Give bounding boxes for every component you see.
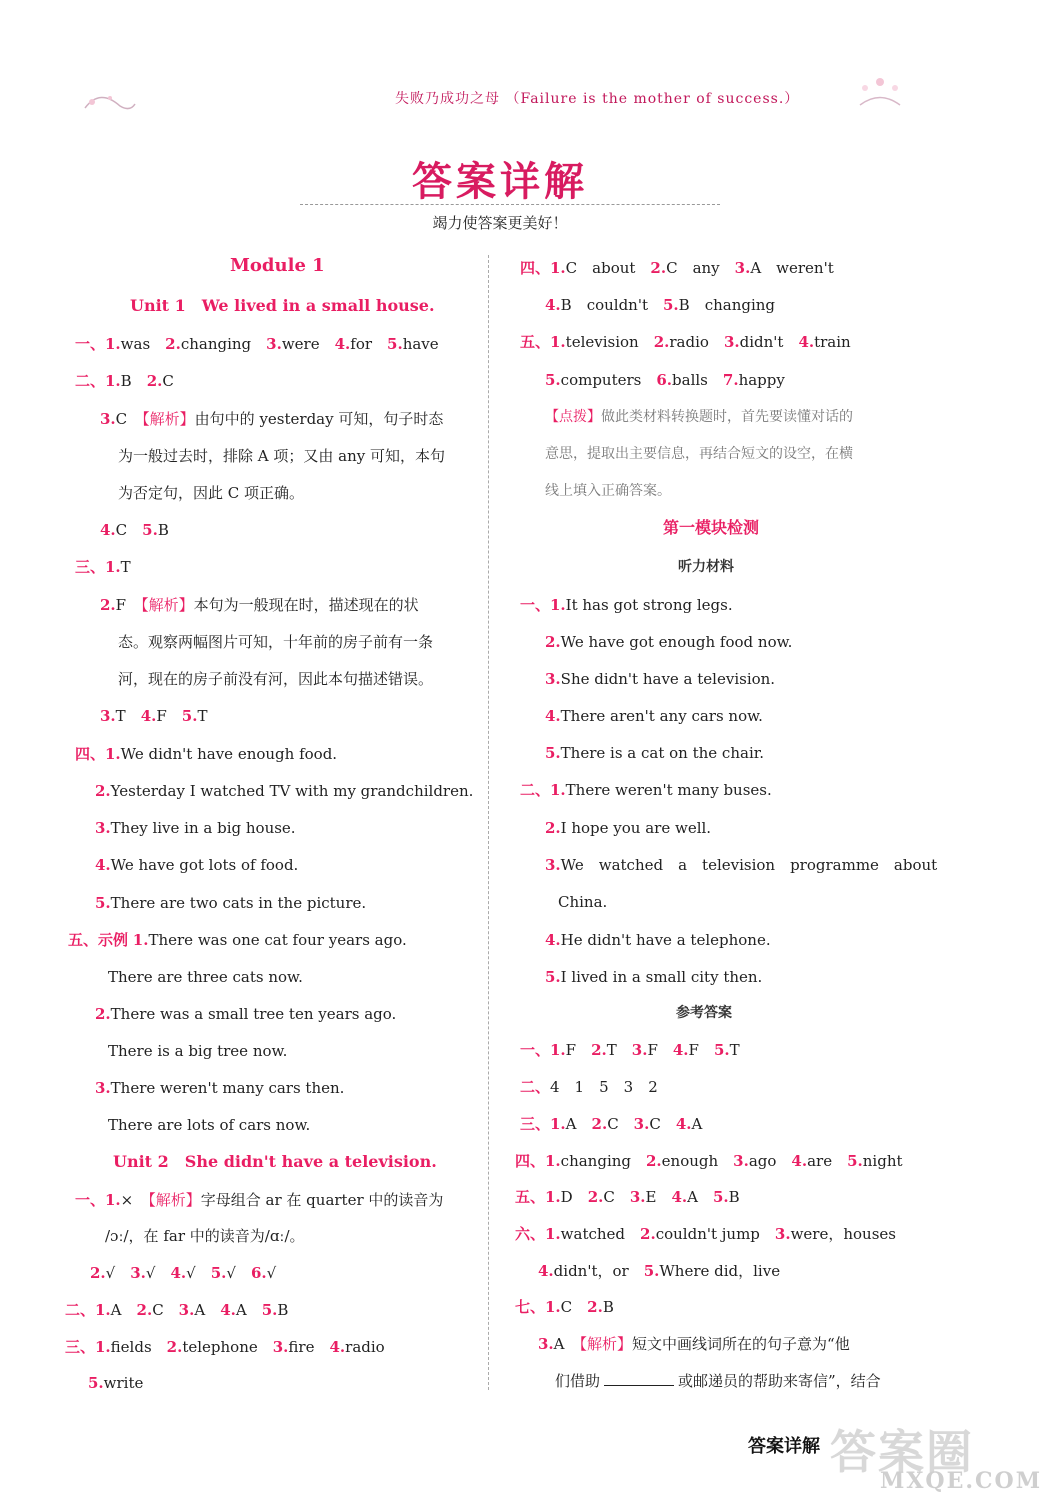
question-number: 5. <box>545 744 561 762</box>
answer-text: 由句中的 yesterday 可知，句子时态 <box>194 410 444 428</box>
answer-text: changing <box>560 1152 646 1170</box>
answer-text: F <box>647 1041 673 1059</box>
answer-text: √ <box>226 1264 251 1282</box>
answer-text: 态。观察两幅图片可知，十年前的房子前有一条 <box>118 633 434 651</box>
question-number: 3. <box>545 856 561 874</box>
left-answer-line <box>105 1226 305 1246</box>
question-number: 2. <box>165 335 181 353</box>
left-answer-line <box>100 706 207 726</box>
answer-text: 本句为一般现在时，描述现在的状 <box>193 596 419 614</box>
question-number: 2. <box>95 782 111 800</box>
question-number: 四、1. <box>515 1152 561 1170</box>
right-answer-line <box>520 1114 702 1134</box>
watermark-url: MXQE.COM <box>880 1468 1042 1494</box>
left-answer-line <box>230 256 325 276</box>
right-answer-line <box>545 407 853 427</box>
right-answer-line <box>545 632 792 652</box>
question-number: 三、1. <box>65 1338 111 1356</box>
question-number: 4. <box>545 707 561 725</box>
question-number: 5. <box>181 707 198 725</box>
left-answer-line <box>75 557 131 577</box>
answer-text: didn't，or <box>553 1262 644 1280</box>
question-number: 3. <box>633 1115 650 1133</box>
answer-text: 线上填入正确答案。 <box>545 483 671 499</box>
answer-text: for <box>350 335 388 353</box>
answer-text: 4 1 5 3 2 <box>550 1078 658 1096</box>
right-answer-line <box>520 332 851 352</box>
question-number: 4. <box>334 335 351 353</box>
answer-text: fields <box>110 1338 167 1356</box>
answer-text: 做此类材料转换题时，首先要读懂对话的 <box>601 409 853 425</box>
left-answer-line <box>65 1337 385 1357</box>
right-answer-line <box>545 855 937 875</box>
answer-text: There weren't many buses. <box>565 781 772 799</box>
answer-text: C <box>152 1301 179 1319</box>
answer-text: were，houses <box>790 1225 896 1243</box>
answer-text: We watched a television programme about <box>560 856 938 874</box>
question-number: 2. <box>95 1005 111 1023</box>
left-answer-line <box>75 744 337 764</box>
right-answer-line <box>520 1077 658 1097</box>
answer-text: television <box>565 333 654 351</box>
question-number: 四、1. <box>75 745 121 763</box>
question-number: 1. <box>132 931 149 949</box>
answer-text: were <box>281 335 335 353</box>
question-number: 三、1. <box>75 558 121 576</box>
question-number: 4. <box>220 1301 236 1319</box>
answer-text: F <box>688 1041 714 1059</box>
answer-text: A <box>235 1301 262 1319</box>
answer-text: enough <box>661 1152 734 1170</box>
answer-text: I lived in a small city then. <box>560 968 763 986</box>
question-number: 二、1. <box>75 372 121 390</box>
answer-text: was <box>120 335 166 353</box>
right-answer-line <box>515 1151 903 1171</box>
answer-text: C <box>115 410 143 428</box>
question-number: 3. <box>95 819 111 837</box>
question-number: 4. <box>545 931 561 949</box>
answer-text: C <box>649 1115 676 1133</box>
right-answer-line <box>663 518 759 538</box>
question-number: 5. <box>95 894 111 912</box>
answer-text: write <box>103 1374 144 1392</box>
question-number: 3. <box>100 707 116 725</box>
answer-text: They live in a big house. <box>110 819 296 837</box>
question-number: 2. <box>650 259 667 277</box>
page-footer-label: 答案详解 <box>748 1436 820 1457</box>
question-number: 3. <box>538 1335 554 1353</box>
question-number: 3. <box>774 1225 791 1243</box>
annotation-tag: 【解析】 <box>579 1335 633 1353</box>
answer-text: 字母组合 ar 在 quarter 中的读音为 <box>200 1191 444 1209</box>
right-answer-line <box>545 370 785 390</box>
answer-text: B changing <box>678 296 776 314</box>
question-number: 2. <box>646 1152 662 1170</box>
answer-text: watched <box>560 1225 641 1243</box>
answer-text: A weren't <box>750 259 834 277</box>
question-number: 2. <box>545 633 561 651</box>
right-answer-line <box>515 1187 740 1207</box>
answer-text: There is a cat on the chair. <box>560 744 765 762</box>
answer-text: B <box>157 521 169 539</box>
answer-text: Module 1 <box>230 255 325 276</box>
question-number: 2. <box>136 1301 153 1319</box>
question-number: 二、1. <box>520 781 566 799</box>
question-number: 6. <box>656 371 673 389</box>
answer-text: 河，现在的房子前没有河，因此本句描述错误。 <box>118 670 434 688</box>
question-number: 7. <box>722 371 739 389</box>
answer-text: are <box>807 1152 848 1170</box>
question-number: 一、1. <box>75 1191 121 1209</box>
answer-text: radio <box>669 333 724 351</box>
question-number: 2. <box>591 1041 607 1059</box>
answer-text: F <box>115 596 142 614</box>
column-divider <box>488 255 489 1390</box>
answer-text: changing <box>180 335 267 353</box>
right-answer-line <box>520 780 772 800</box>
answer-text: He didn't have a telephone. <box>560 931 771 949</box>
answer-text: Unit 1 We lived in a small house. <box>130 296 435 315</box>
answer-text: B <box>120 372 147 390</box>
page-subtitle: 竭力使答案更美好！ <box>432 214 568 232</box>
left-answer-line <box>113 1152 437 1172</box>
question-number: 五、示例 <box>68 931 129 949</box>
question-number: 4. <box>538 1262 554 1280</box>
left-answer-line <box>65 1300 288 1320</box>
left-answer-line <box>100 520 169 540</box>
answer-text: didn't <box>739 333 799 351</box>
question-number: 五、1. <box>515 1188 561 1206</box>
right-answer-line <box>545 481 671 501</box>
question-number: 2. <box>545 819 561 837</box>
question-number: 3. <box>266 335 282 353</box>
page-title: 答案详解 <box>412 158 588 205</box>
question-number: 5. <box>142 521 158 539</box>
right-answer-line <box>545 295 775 315</box>
right-answer-line <box>515 1224 896 1244</box>
question-number: 3. <box>100 410 116 428</box>
answer-text: have <box>402 335 439 353</box>
annotation-tag: 【解析】 <box>148 1191 201 1209</box>
answer-text: 第一模块检测 <box>663 518 760 537</box>
right-answer-line <box>545 743 764 763</box>
right-answer-line <box>555 1371 881 1391</box>
answer-text: night <box>862 1152 903 1170</box>
question-number: 六、1. <box>515 1225 561 1243</box>
answer-text: √ <box>145 1264 171 1282</box>
right-answer-line <box>545 706 763 726</box>
question-number: 5. <box>713 1188 729 1206</box>
question-number: 4. <box>791 1152 808 1170</box>
question-number: 2. <box>587 1188 604 1206</box>
answer-text: couldn't jump <box>655 1225 775 1243</box>
answer-text: B couldn't <box>560 296 663 314</box>
question-number: 2. <box>146 372 163 390</box>
answer-text: Unit 2 She didn't have a television. <box>113 1152 437 1171</box>
answer-text: T <box>606 1041 632 1059</box>
answer-text: A <box>565 1115 592 1133</box>
question-number: 二、1. <box>65 1301 111 1319</box>
question-number: 5. <box>643 1262 660 1280</box>
answer-text: Yesterday I watched TV with my grandchildren. <box>110 782 474 800</box>
answer-text: √ <box>105 1264 131 1282</box>
question-number: 3. <box>734 259 751 277</box>
answer-text: There aren't any cars now. <box>560 707 763 725</box>
answer-text: We have got lots of food. <box>110 856 299 874</box>
question-number: 4. <box>100 521 116 539</box>
answer-text: I hope you are well. <box>560 819 712 837</box>
answer-text: There weren't many cars then. <box>110 1079 345 1097</box>
right-answer-line <box>558 892 607 912</box>
answer-text: fire <box>288 1338 330 1356</box>
question-number: 5. <box>545 968 561 986</box>
right-answer-line <box>545 818 711 838</box>
answer-text: T <box>729 1041 740 1059</box>
answer-text: Where did，live <box>659 1262 781 1280</box>
right-answer-line <box>538 1261 780 1281</box>
question-number: 2. <box>90 1264 106 1282</box>
answer-text: There is a big tree now. <box>108 1042 288 1060</box>
question-number: 6. <box>250 1264 267 1282</box>
answer-text: D <box>560 1188 588 1206</box>
answer-text: √ <box>186 1264 211 1282</box>
question-number: 5. <box>88 1374 104 1392</box>
question-number: 3. <box>631 1041 648 1059</box>
left-answer-line <box>95 1004 396 1024</box>
left-answer-line <box>118 446 445 466</box>
question-number: 4. <box>671 1188 688 1206</box>
answer-text: √ <box>266 1264 277 1282</box>
answer-text: A <box>691 1115 703 1133</box>
left-answer-line <box>90 1263 276 1283</box>
answer-text: train <box>814 333 851 351</box>
left-answer-line <box>95 855 298 875</box>
question-number: 5. <box>261 1301 278 1319</box>
right-answer-line <box>545 930 771 950</box>
answer-text: There are two cats in the picture. <box>110 894 367 912</box>
question-number: 3. <box>178 1301 195 1319</box>
answer-text: There was a small tree ten years ago. <box>110 1005 397 1023</box>
question-number: 3. <box>733 1152 749 1170</box>
question-number: 3. <box>95 1079 111 1097</box>
left-answer-line <box>68 930 407 950</box>
answer-text: × <box>120 1191 149 1209</box>
question-number: 四、1. <box>520 259 566 277</box>
left-answer-line <box>118 483 304 503</box>
right-answer-line <box>545 444 853 464</box>
answer-text: happy <box>738 371 785 389</box>
question-number: 4. <box>545 296 561 314</box>
answer-text: computers <box>560 371 657 389</box>
question-number: 3. <box>545 670 561 688</box>
left-answer-line <box>75 334 439 354</box>
answer-text: A <box>553 1335 580 1353</box>
answer-text: T <box>197 707 208 725</box>
right-answer-line <box>520 595 733 615</box>
question-number: 一、1. <box>520 596 566 614</box>
annotation-tag: 【解析】 <box>142 410 195 428</box>
question-number: 三、1. <box>520 1115 566 1133</box>
answer-text: B <box>728 1188 740 1206</box>
answer-text: ago <box>748 1152 792 1170</box>
answer-text: China. <box>558 893 608 911</box>
question-number: 4. <box>170 1264 187 1282</box>
answer-text: A <box>110 1301 137 1319</box>
question-number: 五、1. <box>520 333 566 351</box>
question-number: 一、1. <box>520 1041 566 1059</box>
left-answer-line <box>95 1078 344 1098</box>
answer-text: 们借助 <box>555 1372 601 1390</box>
answer-text: C <box>162 372 174 390</box>
annotation-tag: 【点拨】 <box>545 409 601 425</box>
question-number: 3. <box>272 1338 289 1356</box>
left-answer-line <box>118 632 433 652</box>
annotation-tag: 【解析】 <box>141 596 194 614</box>
question-number: 4. <box>140 707 157 725</box>
decorative-ornament-right <box>845 70 915 120</box>
answer-text: She didn't have a television. <box>560 670 776 688</box>
question-number: 2. <box>166 1338 183 1356</box>
question-number: 一、1. <box>75 335 121 353</box>
question-number: 3. <box>723 333 740 351</box>
question-number: 5. <box>387 335 403 353</box>
answer-text: C any <box>666 259 735 277</box>
question-number: 4. <box>95 856 111 874</box>
answer-text: E <box>645 1188 672 1206</box>
answer-text: T <box>115 707 141 725</box>
left-answer-line <box>108 1041 287 1061</box>
answer-text: 意思，提取出主要信息，再结合短文的设空，在横 <box>545 446 853 462</box>
page-header-motto: 失败乃成功之母 （Failure is the mother of success.） <box>395 91 800 107</box>
left-answer-line <box>95 818 296 838</box>
answer-text: F <box>156 707 182 725</box>
watermark-logo: 答案圈 <box>830 1425 974 1479</box>
question-number: 七、1. <box>515 1298 561 1316</box>
left-answer-line <box>108 1115 310 1135</box>
left-answer-line <box>75 371 174 391</box>
answer-text: 为否定句，因此 C 项正确。 <box>118 484 305 502</box>
answer-text: It has got strong legs. <box>565 596 733 614</box>
question-number: 5. <box>663 296 679 314</box>
answer-text: There are lots of cars now. <box>108 1116 311 1134</box>
question-number: 4. <box>798 333 815 351</box>
answer-text: B <box>602 1298 614 1316</box>
question-number: 4. <box>675 1115 692 1133</box>
answer-text: A <box>687 1188 713 1206</box>
question-number: 二、 <box>520 1078 551 1096</box>
answer-text: C <box>607 1115 634 1133</box>
question-number: 2. <box>587 1298 603 1316</box>
answer-text: C <box>560 1298 588 1316</box>
answer-text: 参考答案 <box>676 1005 732 1021</box>
answer-text: /ɔː/，在 far 中的读音为/ɑː/。 <box>105 1227 305 1245</box>
question-number: 5. <box>210 1264 227 1282</box>
answer-text: A <box>194 1301 221 1319</box>
right-answer-line <box>515 1297 614 1317</box>
fill-blank <box>604 1385 674 1386</box>
right-answer-line <box>520 1040 740 1060</box>
right-answer-line <box>678 557 734 577</box>
left-answer-line <box>95 781 473 801</box>
decorative-ornament-left <box>80 78 140 118</box>
answer-text: 或邮递员的帮助来寄信”，结合 <box>678 1372 881 1390</box>
left-answer-line <box>108 967 303 987</box>
answer-text: balls <box>672 371 723 389</box>
left-answer-line <box>100 595 419 615</box>
answer-text: There are three cats now. <box>108 968 303 986</box>
right-answer-line <box>545 669 775 689</box>
question-number: 2. <box>653 333 670 351</box>
answer-text: C <box>115 521 143 539</box>
answer-text: 为一般过去时，排除 A 项；又由 any 可知，本句 <box>118 447 445 465</box>
answer-text: C about <box>565 259 651 277</box>
title-divider <box>300 204 720 205</box>
answer-text: 听力材料 <box>678 559 734 575</box>
answer-text: We have got enough food now. <box>560 633 793 651</box>
question-number: 5. <box>713 1041 730 1059</box>
question-number: 5. <box>847 1152 863 1170</box>
right-answer-line <box>545 967 762 987</box>
question-number: 2. <box>640 1225 656 1243</box>
answer-text: F <box>565 1041 592 1059</box>
answer-text: There was one cat four years ago. <box>148 931 407 949</box>
question-number: 4. <box>329 1338 346 1356</box>
answer-text: T <box>120 558 131 576</box>
question-number: 2. <box>591 1115 608 1133</box>
left-answer-line <box>75 1190 443 1210</box>
left-answer-line <box>100 409 443 429</box>
question-number: 5. <box>545 371 561 389</box>
question-number: 4. <box>672 1041 689 1059</box>
left-answer-line <box>130 296 435 316</box>
right-answer-line <box>538 1334 850 1354</box>
right-answer-line <box>520 258 834 278</box>
question-number: 2. <box>100 596 116 614</box>
answer-text: radio <box>345 1338 385 1356</box>
right-answer-line <box>676 1003 732 1023</box>
answer-text: C <box>603 1188 630 1206</box>
question-number: 3. <box>130 1264 146 1282</box>
left-answer-line <box>88 1373 143 1393</box>
answer-text: telephone <box>182 1338 273 1356</box>
left-answer-line <box>95 893 366 913</box>
answer-text: 短文中画线词所在的句子意为“他 <box>632 1335 850 1353</box>
left-answer-line <box>118 669 433 689</box>
question-number: 3. <box>629 1188 646 1206</box>
answer-text: We didn't have enough food. <box>120 745 338 763</box>
answer-text: B <box>277 1301 289 1319</box>
